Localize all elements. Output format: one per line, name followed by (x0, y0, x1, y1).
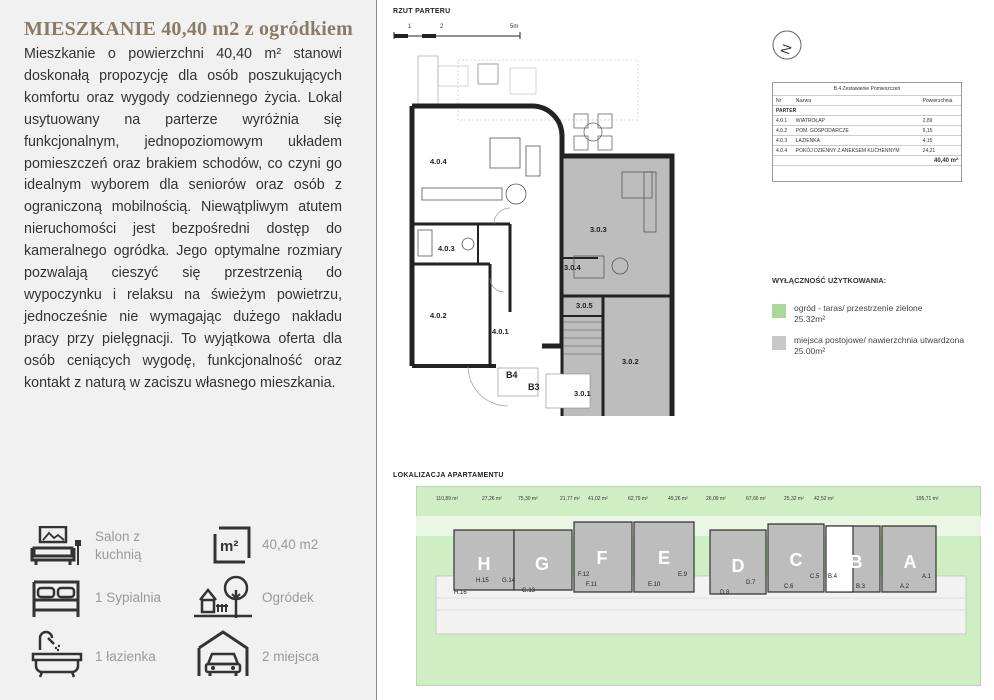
svg-text:E.10: E.10 (648, 582, 661, 588)
svg-text:27,26 m²: 27,26 m² (482, 496, 502, 502)
svg-text:D.8: D.8 (720, 590, 730, 596)
scale-label-2: 2 (440, 24, 444, 30)
schedule-total: 40,40 m² (773, 156, 961, 166)
schedule-level: PARTER (773, 106, 961, 116)
location-site-plan (416, 486, 981, 686)
room-4.0.2-label: 4.0.2 (430, 311, 447, 320)
room-3.0.2-label: 3.0.2 (622, 357, 639, 366)
feature-bathroom-label: 1 łazienka (95, 649, 156, 664)
svg-text:N: N (777, 42, 795, 57)
bed-icon (30, 578, 82, 618)
feature-living-label: Salon z kuchnią (95, 529, 142, 562)
svg-text:m²: m² (220, 538, 239, 555)
legend-item-parking: miejsca postojowe/ nawierzchnia utwardzona 25.00m² (772, 335, 982, 357)
svg-text:62,79 m²: 62,79 m² (628, 496, 648, 502)
table-row: 4.0.1 WIATROŁAP 2,89 (773, 116, 961, 126)
unit-label-b: B (849, 552, 863, 572)
floor-plan-drawing (398, 46, 698, 426)
unit-label-c: C (789, 550, 803, 570)
usage-legend-title: WYŁĄCZNOŚĆ UŻYTKOWANIA: (772, 276, 887, 285)
svg-text:41,02 m²: 41,02 m² (588, 496, 608, 502)
room-schedule-table (772, 82, 962, 182)
room-3.0.1-label: 3.0.1 (574, 389, 591, 398)
svg-text:75,30 m²: 75,30 m² (518, 496, 538, 502)
schedule-header-nr: Nr (773, 96, 793, 106)
svg-text:H.15: H.15 (476, 578, 489, 584)
schedule-title: B.4 Zestawienie Pomieszczeń (773, 83, 961, 96)
page-title: MIESZKANIE 40,40 m2 z ogródkiem (24, 18, 353, 40)
entry-b4-label: B4 (506, 370, 518, 380)
feature-area-label: 40,40 m2 (262, 537, 319, 552)
feature-parking-label: 2 miejsca (262, 649, 320, 664)
svg-text:B.3: B.3 (856, 584, 866, 590)
entry-b3-label: B3 (528, 382, 540, 392)
table-row: 4.0.2 POM. GOSPODARCZE 9,15 (773, 126, 961, 136)
svg-text:49,26 m²: 49,26 m² (668, 496, 688, 502)
table-row: 4.0.3 ŁAZIENKA 4,15 (773, 136, 961, 146)
svg-text:42,52 m²: 42,52 m² (814, 496, 834, 502)
svg-text:B.4: B.4 (828, 574, 838, 580)
svg-text:E.9: E.9 (678, 572, 688, 578)
legend-swatch-garden (772, 304, 786, 318)
unit-label-a: A (903, 552, 917, 572)
floor-plan-title: RZUT PARTERU (393, 8, 451, 15)
svg-text:F.11: F.11 (586, 582, 597, 588)
room-4.0.1-label: 4.0.1 (492, 327, 509, 336)
svg-text:25,32 m²: 25,32 m² (784, 496, 804, 502)
room-4.0.3-label: 4.0.3 (438, 244, 455, 253)
svg-text:67,66 m²: 67,66 m² (746, 496, 766, 502)
unit-label-e: E (657, 548, 671, 568)
table-row: 4.0.4 POKÓJ DZIENNY Z ANEKSEM KUCHENNYM 24,21 (773, 146, 961, 156)
unit-label-d: D (731, 556, 745, 576)
svg-text:D.7: D.7 (746, 580, 756, 586)
legend-swatch-parking (772, 336, 786, 350)
svg-text:195,71 m²: 195,71 m² (916, 496, 939, 502)
room-3.0.4-label: 3.0.4 (564, 263, 581, 272)
svg-text:G.13: G.13 (522, 588, 536, 594)
schedule-header-name: Nazwa (793, 96, 920, 106)
room-4.0.4-label: 4.0.4 (430, 157, 447, 166)
area-m2-icon (211, 524, 253, 564)
location-title: LOKALIZACJA APARTAMENTU (393, 472, 504, 479)
room-3.0.3-label: 3.0.3 (590, 225, 607, 234)
garage-car-icon (196, 628, 250, 678)
svg-text:A.1: A.1 (922, 574, 932, 580)
svg-text:21,77 m²: 21,77 m² (560, 496, 580, 502)
svg-text:110,89 m²: 110,89 m² (436, 496, 459, 502)
svg-text:G.14: G.14 (502, 578, 516, 584)
plans-area (378, 0, 994, 700)
scale-label-1: 1 (408, 24, 412, 30)
room-3.0.5-label: 3.0.5 (576, 301, 593, 310)
garden-icon (192, 574, 254, 620)
unit-label-g: G (534, 554, 550, 574)
legend-item-garden: ogród - taras/ przestrzenie zielone 25.32m² (772, 303, 982, 325)
svg-text:H.16: H.16 (454, 590, 467, 596)
feature-bedroom-label: 1 Sypialnia (95, 590, 162, 605)
scale-label-5m: 5m (510, 24, 519, 30)
schedule-header-area: Powierzchnia (920, 96, 961, 106)
svg-text:A.2: A.2 (900, 584, 910, 590)
svg-text:C.5: C.5 (810, 574, 820, 580)
features-grid (24, 520, 364, 690)
sofa-icon (30, 526, 82, 566)
apartment-description: Mieszkanie o powierzchni 40,40 m² stanowi doskonałą propozycję dla osób poszukujących komfortu oraz wygody codziennego życia. Lokal usytuowany na parterze wyróżnia się funkcjonalnym, jednopoziomowym układem pomieszczeń oraz brakiem schodów, co czyni go idealnym wyborem dla seniorów oraz osób z ograniczoną mobilnością. Niewątpliwym atutem nieruchomości jest bezpośredni dostęp do kameralnego ogródka. Jego optymalne rozmiary pozwalają cieszyć się przestrzenią do wypoczynku i relaksu na świeżym powietrzu, jednocześnie nie wymagając dużego nakładu pracy przy pielęgnacji. To wyjątkowa oferta dla osób ceniących wygodę, funkcjonalność oraz kontakt z naturą w zaciszu własnego mieszkania. (24, 46, 342, 391)
svg-text:26,09 m²: 26,09 m² (706, 496, 726, 502)
unit-label-f: F (596, 548, 608, 568)
north-arrow-icon (770, 28, 804, 62)
svg-text:C.6: C.6 (784, 584, 794, 590)
info-panel (0, 0, 377, 700)
bathtub-icon (30, 628, 84, 678)
svg-text:F.12: F.12 (578, 572, 590, 578)
feature-garden-label: Ogródek (262, 590, 314, 605)
usage-legend (772, 276, 982, 367)
unit-label-h: H (477, 554, 491, 574)
